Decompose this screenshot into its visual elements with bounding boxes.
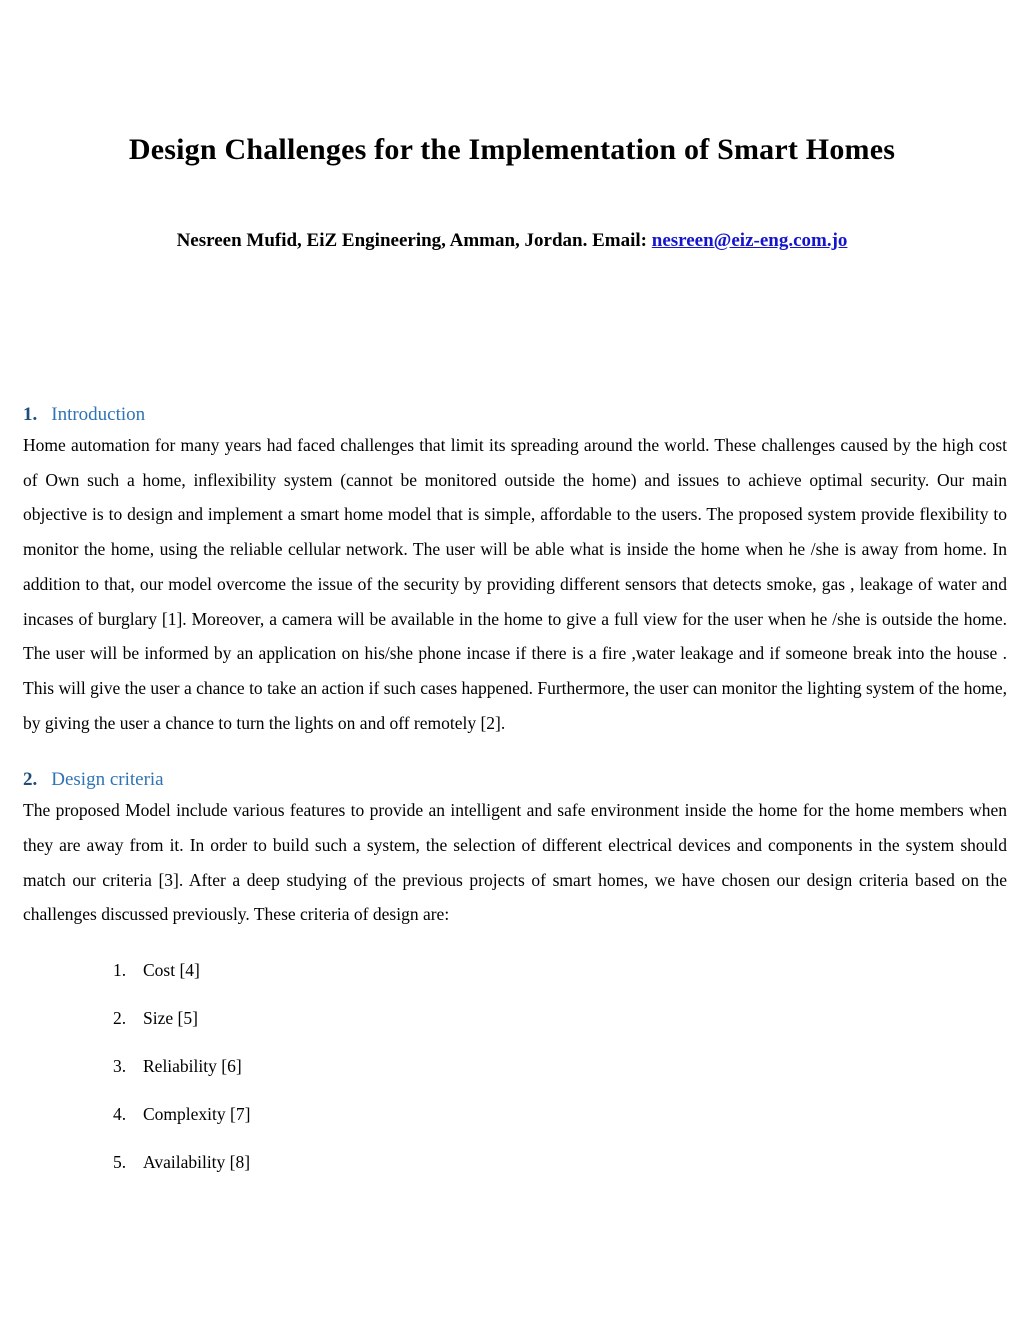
document-body [0, 402, 1024, 1186]
list-item [113, 946, 1007, 994]
list-item-label: Availability [8] [143, 1152, 251, 1173]
list-item [113, 1138, 1007, 1186]
criteria-list [113, 946, 1007, 1186]
section-number: 2. [23, 769, 38, 791]
list-item-label: Cost [4] [143, 960, 200, 981]
section-heading [23, 402, 1007, 428]
author-line [0, 230, 1024, 252]
list-item-label: Size [5] [143, 1008, 198, 1029]
list-item-label: Complexity [7] [143, 1104, 251, 1125]
email-link[interactable]: nesreen@eiz-eng.com.jo [651, 230, 848, 251]
list-item-number: 4. [113, 1104, 127, 1125]
section-label: Introduction [51, 404, 146, 425]
section-paragraph: Home automation for many years had faced challenges that limit its spreading around the world. These challenges caused by the high cost of Own such a home, inflexibility system (cannot be monitored outside the home) and issues to achieve optimal security. Our main objective is to design and implement a smart home model that is simple, affordable to the users. The proposed system provide flexibility to monitor the home, using the reliable cellular network. The user will be able what is inside the home when he /she is away from home. In addition to that, our model overcome the issue of the security by providing different sensors that detects smoke, gas , leakage of water and incases of burglary [1]. Moreover, a camera will be available in the home to give a full view for the user when he /she is outside the home. The user will be informed by an application on his/she phone incase if there is a fire ,water leakage and if someone break into the house . This will give the user a chance to take an action if such cases happened. Furthermore, the user can monitor the lighting system of the home, by giving the user a chance to turn the lights on and off remotely [2]. [23, 435, 1007, 733]
list-item [113, 1042, 1007, 1090]
section-label: Design criteria [51, 769, 164, 791]
list-item-number: 3. [113, 1056, 127, 1077]
list-item-label: Reliability [6] [143, 1056, 242, 1077]
section-design-criteria [23, 767, 1007, 1186]
author-text: Nesreen Mufid, EiZ Engineering, Amman, Jordan. Email: [176, 230, 652, 251]
section-heading [23, 767, 1007, 793]
list-item [113, 1090, 1007, 1138]
list-item-number: 5. [113, 1152, 127, 1173]
list-item [113, 994, 1007, 1042]
section-paragraph: The proposed Model include various features to provide an intelligent and safe environment inside the home for the home members when they are away from it. In order to build such a system, the selection of different electrical devices and components in the system should match our criteria [3]. After a deep studying of the previous projects of smart homes, we have chosen our design criteria based on the challenges discussed previously. These criteria of design are: [23, 800, 1007, 925]
section-introduction [23, 402, 1007, 740]
paper-title: Design Challenges for the Implementation of Smart Homes [128, 133, 896, 166]
list-item-number: 1. [113, 960, 127, 981]
section-number: 1. [23, 404, 38, 425]
list-item-number: 2. [113, 1008, 127, 1029]
